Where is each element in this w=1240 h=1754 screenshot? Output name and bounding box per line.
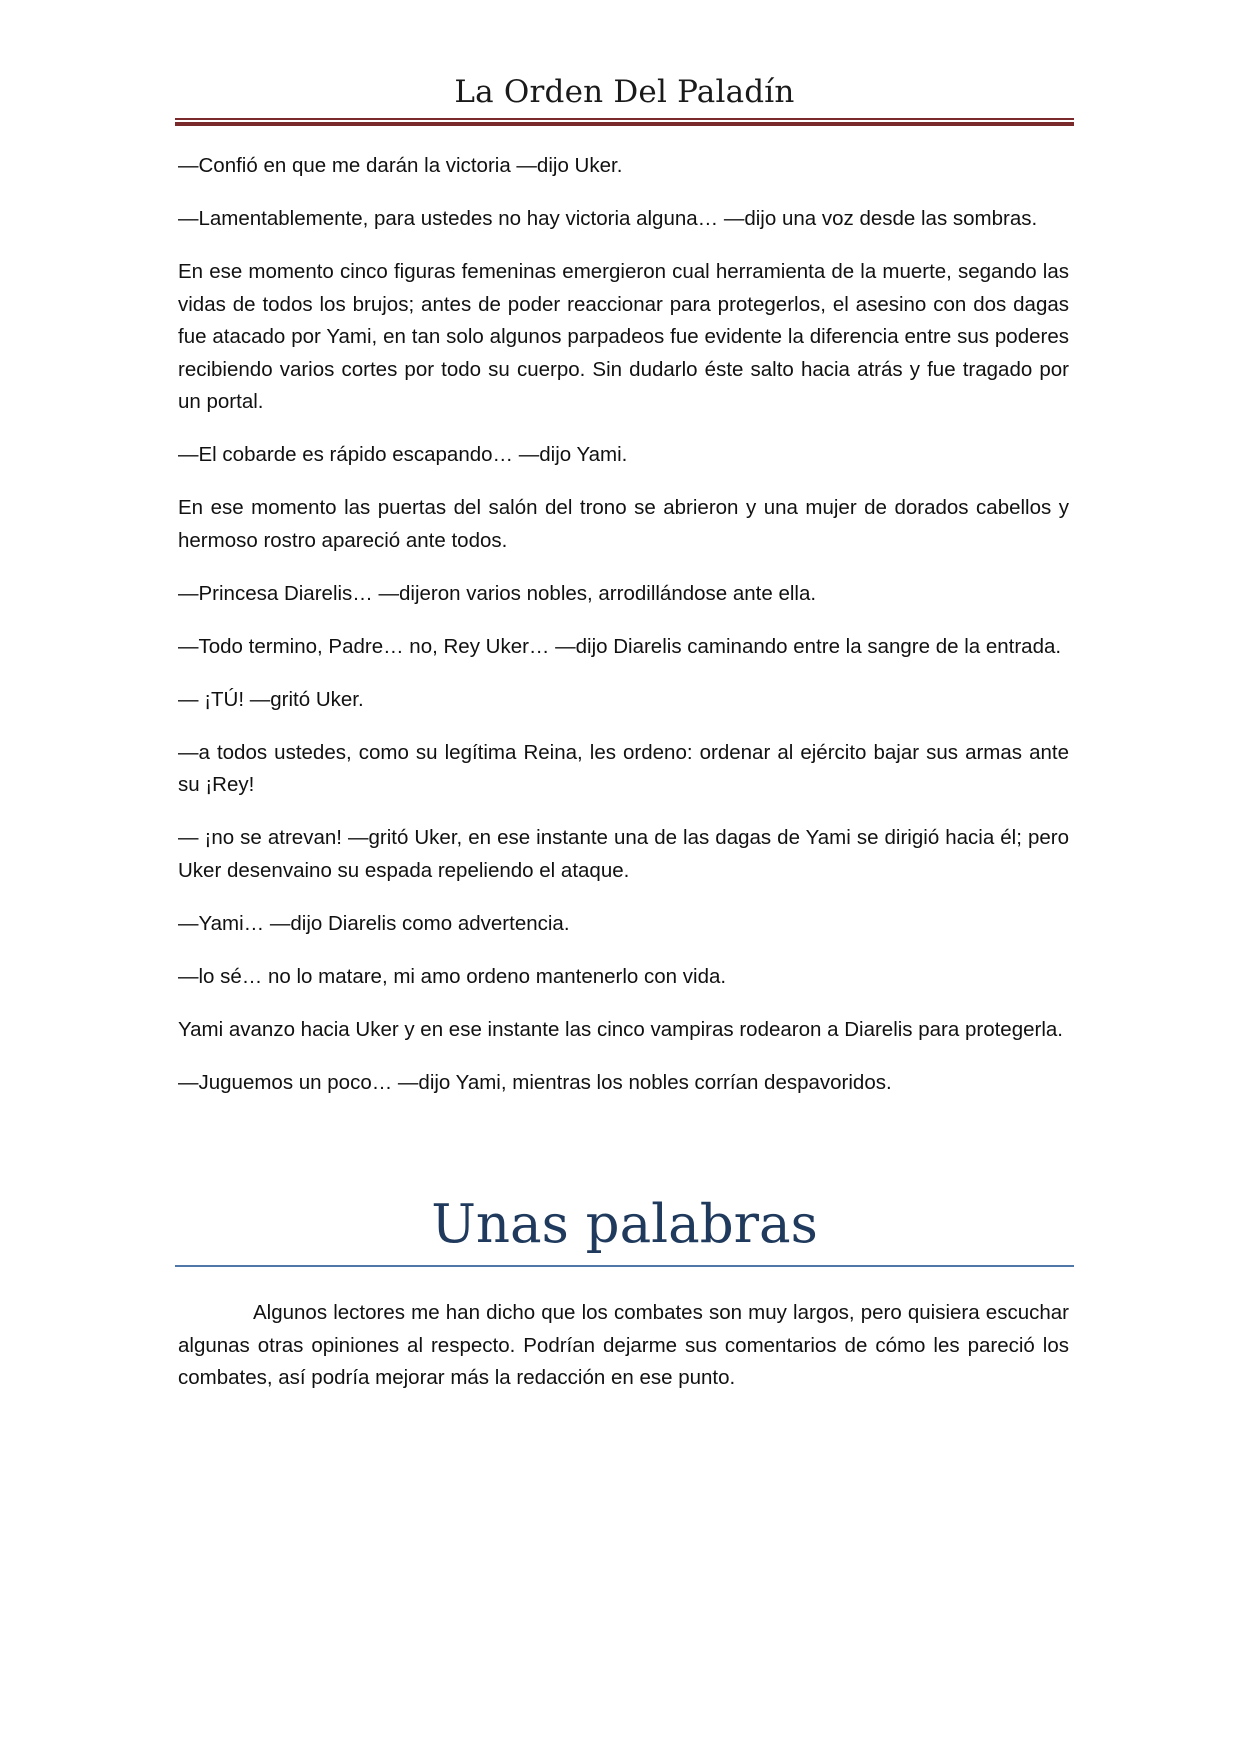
header-double-rule [175, 118, 1074, 126]
section-heading-rule [175, 1265, 1074, 1267]
header-rule-thin-line [175, 118, 1074, 120]
body-paragraph: En ese momento las puertas del salón del trono se abrieron y una mujer de dorados cabellos y hermoso rostro apareció ante todos. [178, 496, 1069, 552]
body-paragraph: Yami avanzo hacia Uker y en ese instante las cinco vampiras rodearon a Diarelis para protegerla. [178, 1017, 1063, 1041]
body-paragraph: —lo sé… no lo matare, mi amo ordeno mantenerlo con vida. [178, 964, 727, 988]
body-paragraph: — ¡TÚ! —gritó Uker. [178, 687, 364, 711]
section-heading: Unas palabras [431, 1194, 818, 1255]
header-rule-thick-line [175, 122, 1074, 126]
body-paragraph: —Princesa Diarelis… —dijeron varios nobles, arrodillándose ante ella. [178, 581, 817, 605]
body-paragraph: —Todo termino, Padre… no, Rey Uker… —dijo Diarelis caminando entre la sangre de la entrada. [178, 634, 1062, 658]
body-paragraph: En ese momento cinco figuras femeninas emergieron cual herramienta de la muerte, segando las vidas de todos los brujos; antes de poder reaccionar para protegerlos, el asesino con dos dagas fue atacado por Yami, en tan solo algunos parpadeos fue evidente la diferencia entre sus poderes recibiendo varios cortes por todo su cuerpo. Sin dudarlo éste salto hacia atrás y fue tragado por un portal. [178, 260, 1069, 413]
body-paragraph: — ¡no se atrevan! —gritó Uker, en ese instante una de las dagas de Yami se dirigió hacia él; pero Uker desenvaino su espada repeliendo el ataque. [178, 826, 1069, 882]
body-paragraph: —Confió en que me darán la victoria —dijo Uker. [178, 154, 623, 177]
body-paragraph: —Juguemos un poco… —dijo Yami, mientras los nobles corrían despavoridos. [178, 1070, 892, 1094]
body-paragraph: —Lamentablemente, para ustedes no hay victoria alguna… —dijo una voz desde las sombras. [178, 207, 1038, 230]
body-paragraph: —a todos ustedes, como su legítima Reina, les ordeno: ordenar al ejército bajar sus armas ante su ¡Rey! [178, 740, 1069, 796]
body-paragraph: —Yami… —dijo Diarelis como advertencia. [178, 911, 570, 935]
running-header-title: La Orden Del Paladín [454, 74, 795, 110]
body-text [178, 150, 1069, 1120]
section-body-text [178, 1297, 1069, 1415]
body-paragraph: —El cobarde es rápido escapando… —dijo Yami. [178, 443, 628, 466]
section-paragraph: Algunos lectores me han dicho que los combates son muy largos, pero quisiera escuchar algunas otras opiniones al respecto. Podrían dejarme sus comentarios de cómo les pareció los combates, así podría mejorar más la redacción en ese punto. [178, 1301, 1069, 1389]
